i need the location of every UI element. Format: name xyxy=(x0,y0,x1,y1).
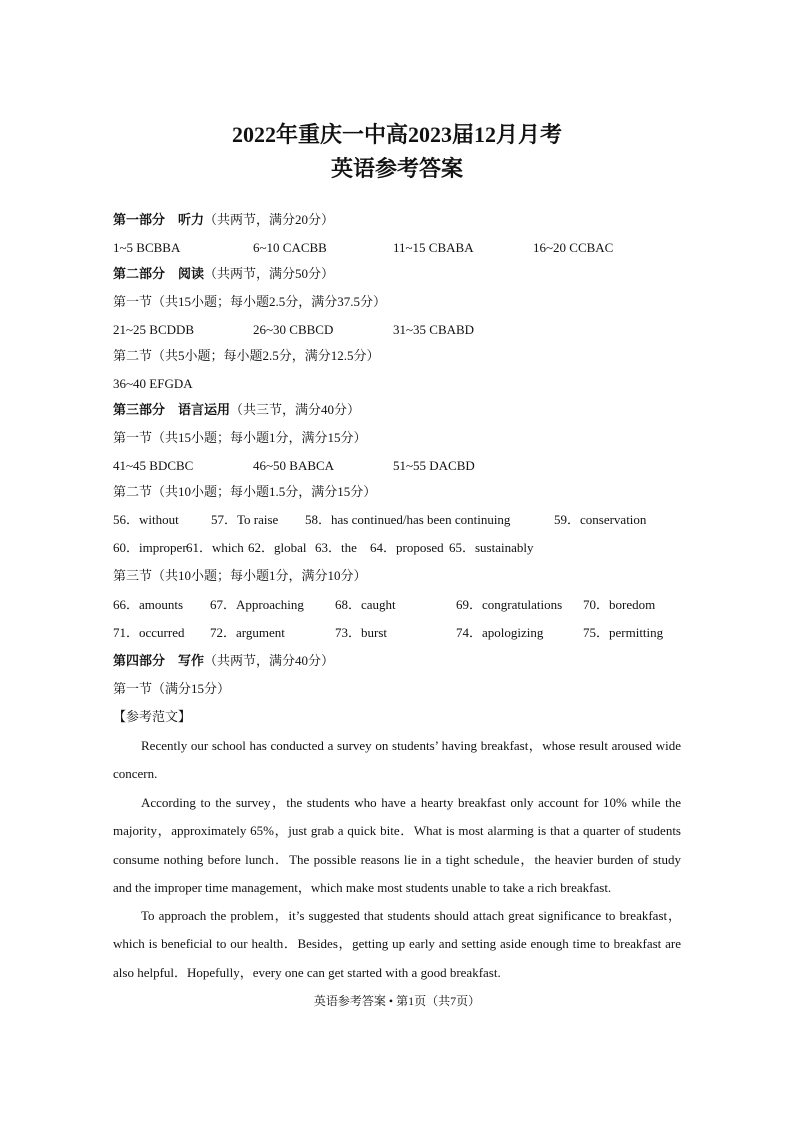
answer: 51~55 DACBD xyxy=(393,458,475,473)
answer: 66．amounts xyxy=(113,597,184,612)
answer: 64．proposed xyxy=(370,540,444,555)
answer: 74．apologizing xyxy=(456,625,544,640)
answer: 26~30 CBBCD xyxy=(253,322,334,337)
heading-text: 第三部分 语言运用 xyxy=(113,402,231,417)
answer: 68．caught xyxy=(335,597,396,612)
part4-heading xyxy=(113,653,334,669)
answer: 61．which xyxy=(186,540,244,555)
section-heading: 第二节（共10小题；每小题1.5分，满分15分） xyxy=(113,484,377,499)
answer: 72．argument xyxy=(210,625,285,640)
answer: 71．occurred xyxy=(113,625,185,640)
section-heading: 第一节（满分15分） xyxy=(113,681,231,696)
doc-title: 2022年重庆一中高2023届12月月考 xyxy=(231,122,562,147)
answer: 65．sustainably xyxy=(449,540,534,555)
answer: 56．without xyxy=(113,512,179,527)
answer: 67．Approaching xyxy=(210,597,304,612)
heading-text: 第一部分 听力 xyxy=(113,212,205,227)
answer: 60．improper xyxy=(113,540,187,555)
page-footer: 英语参考答案 • 第1页（共7页） xyxy=(313,994,481,1008)
essay-paragraph: Recently our school has conducted a survey on students’ having breakfast，whose result aroused wide concern. xyxy=(113,738,681,782)
answer: 62．global xyxy=(248,540,307,555)
answer: 6~10 CACBB xyxy=(253,240,327,255)
answer: 41~45 BDCBC xyxy=(113,458,194,473)
part3-heading xyxy=(113,402,360,418)
section-heading: 第二节（共5小题；每小题2.5分，满分12.5分） xyxy=(113,348,380,363)
answer: 73．burst xyxy=(335,625,388,640)
part1-heading xyxy=(113,212,334,228)
answer: 59．conservation xyxy=(554,512,647,527)
answer: 21~25 BCDDB xyxy=(113,322,195,337)
answer: 31~35 CBABD xyxy=(393,322,475,337)
sample-essay-label: 【参考范文】 xyxy=(113,709,192,724)
answer: 69．congratulations xyxy=(456,597,563,612)
answer: 58．has continued/has been continuing xyxy=(305,512,511,527)
answer: 70．boredom xyxy=(583,597,656,612)
essay-paragraph: According to the survey，the students who have a hearty breakfast only account for 10% while the majority，approximately 65%，just grab a quick bite．What is most alarming is that a quarter of students consume nothing before lunch．The possible reasons lie in a tight schedule，the heavier burden of study and the improper time management，which make most students unable to take a rich breakfast. xyxy=(113,795,681,896)
answer: 63．the xyxy=(315,540,357,555)
answer: 36~40 EFGDA xyxy=(113,376,193,391)
heading-note: （共两节，满分50分） xyxy=(204,266,335,281)
heading-note: （共两节，满分20分） xyxy=(204,212,335,227)
answer: 75．permitting xyxy=(583,625,664,640)
answer: 57．To raise xyxy=(211,512,279,527)
heading-note: （共两节，满分40分） xyxy=(204,653,335,668)
section-heading: 第一节（共15小题；每小题1分，满分15分） xyxy=(113,430,367,445)
doc-subtitle: 英语参考答案 xyxy=(330,156,463,181)
heading-text: 第二部分 阅读 xyxy=(113,266,205,281)
essay-paragraph: To approach the problem，it’s suggested that students should attach great significance to breakfast，which is beneficial to our health．Besides，getting up early and setting aside enough time to breakfast are also helpful．Hopefully，every one can get started with a good breakfast. xyxy=(113,908,681,980)
heading-note: （共三节，满分40分） xyxy=(230,402,361,417)
answer: 46~50 BABCA xyxy=(253,458,335,473)
section-heading: 第一节（共15小题；每小题2.5分，满分37.5分） xyxy=(113,294,387,309)
part2-heading xyxy=(113,266,334,282)
answer: 11~15 CBABA xyxy=(393,240,474,255)
answer: 16~20 CCBAC xyxy=(533,240,614,255)
heading-text: 第四部分 写作 xyxy=(113,653,205,668)
answer: 1~5 BCBBA xyxy=(113,240,181,255)
section-heading: 第三节（共10小题；每小题1分，满分10分） xyxy=(113,568,367,583)
